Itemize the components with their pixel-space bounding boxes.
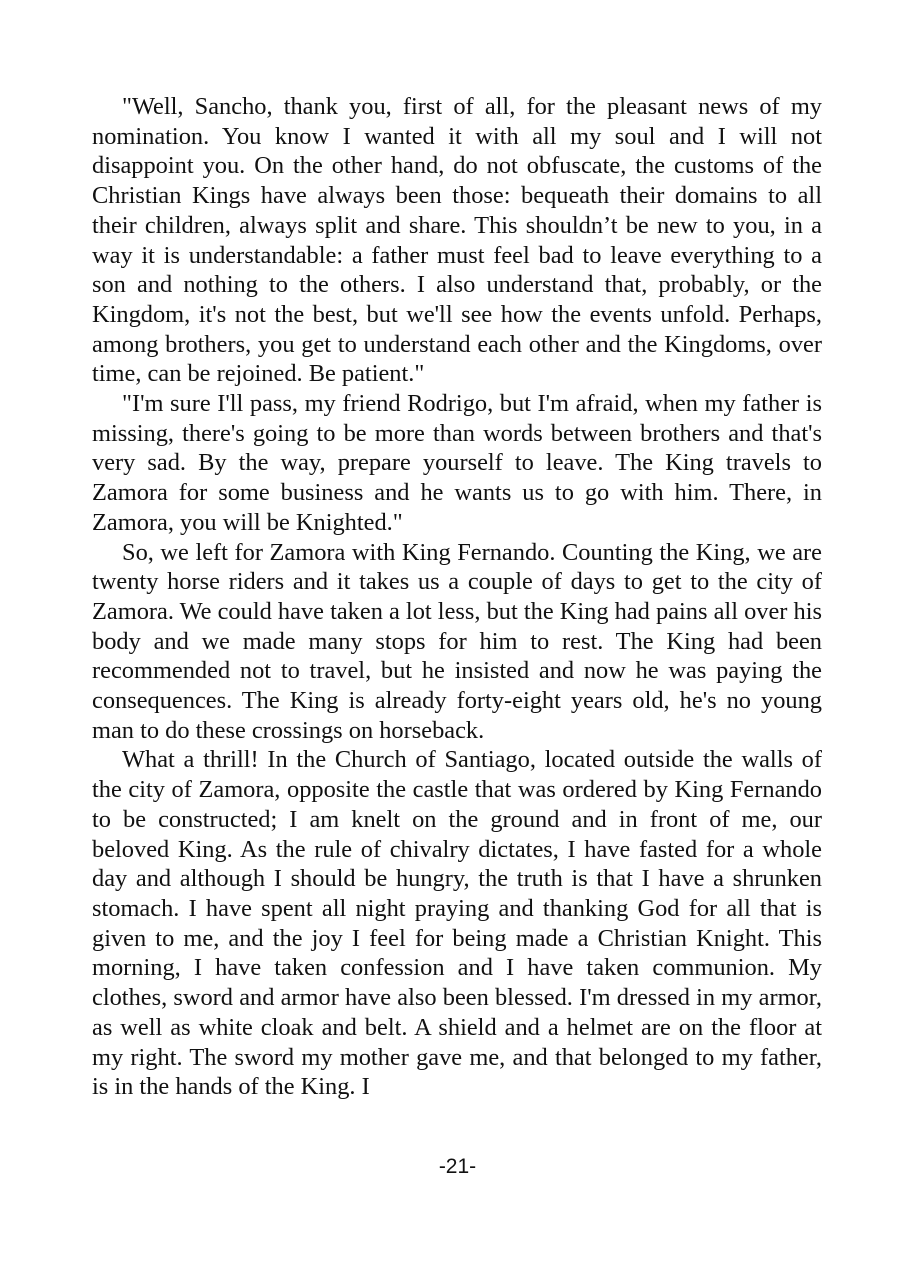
paragraph-2: "I'm sure I'll pass, my friend Rodrigo, but I'm afraid, when my father is missing, there's going to be more than words between brothers and that's very sad. By the way, prepare yourself to leave. The King travels to Zamora for some business and he wants us to go with him. There, in Zamora, you will be Knighted." bbox=[92, 390, 822, 536]
paragraph-1: "Well, Sancho, thank you, first of all, for the pleasant news of my nomination. You know I wanted it with all my soul and I will not disappoint you. On the other hand, do not obfuscate, the customs of the Christian Kings have always been those: bequeath their domains to all their children, always split and share. This shouldn’t be new to you, in a way it is understandable: a father must feel bad to leave everything to a son and nothing to the others. I also understand that, probably, or the Kingdom, it's not the best, but we'll see how the events unfold. Perhaps, among brothers, you get to understand each other and the Kingdoms, over time, can be rejoined. Be patient." bbox=[92, 93, 822, 388]
paragraph-4: What a thrill! In the Church of Santiago, located outside the walls of the city of Zamora, opposite the castle that was ordered by King Fernando to be constructed; I am knelt on the ground and in front of me, our beloved King. As the rule of chivalry dictates, I have fasted for a whole day and although I should be hungry, the truth is that I have a shrunken stomach. I have spent all night praying and thanking God for all that is given to me, and the joy I feel for being made a Christian Knight. This morning, I have taken confession and I have taken communion. My clothes, sword and armor have also been blessed. I'm dressed in my armor, as well as white cloak and belt. A shield and a helmet are on the floor at my right. The sword my mother gave me, and that belonged to my father, is in the hands of the King. I bbox=[92, 746, 822, 1101]
body-text bbox=[92, 92, 822, 1102]
page-number: -21- bbox=[438, 1155, 477, 1178]
paragraph-3: So, we left for Zamora with King Fernando. Counting the King, we are twenty horse riders and it takes us a couple of days to get to the city of Zamora. We could have taken a lot less, but the King had pains all over his body and we made many stops for him to rest. The King had been recommended not to travel, but he insisted and now he was paying the consequences. The King is already forty-eight years old, he's no young man to do these crossings on horseback. bbox=[92, 538, 822, 744]
